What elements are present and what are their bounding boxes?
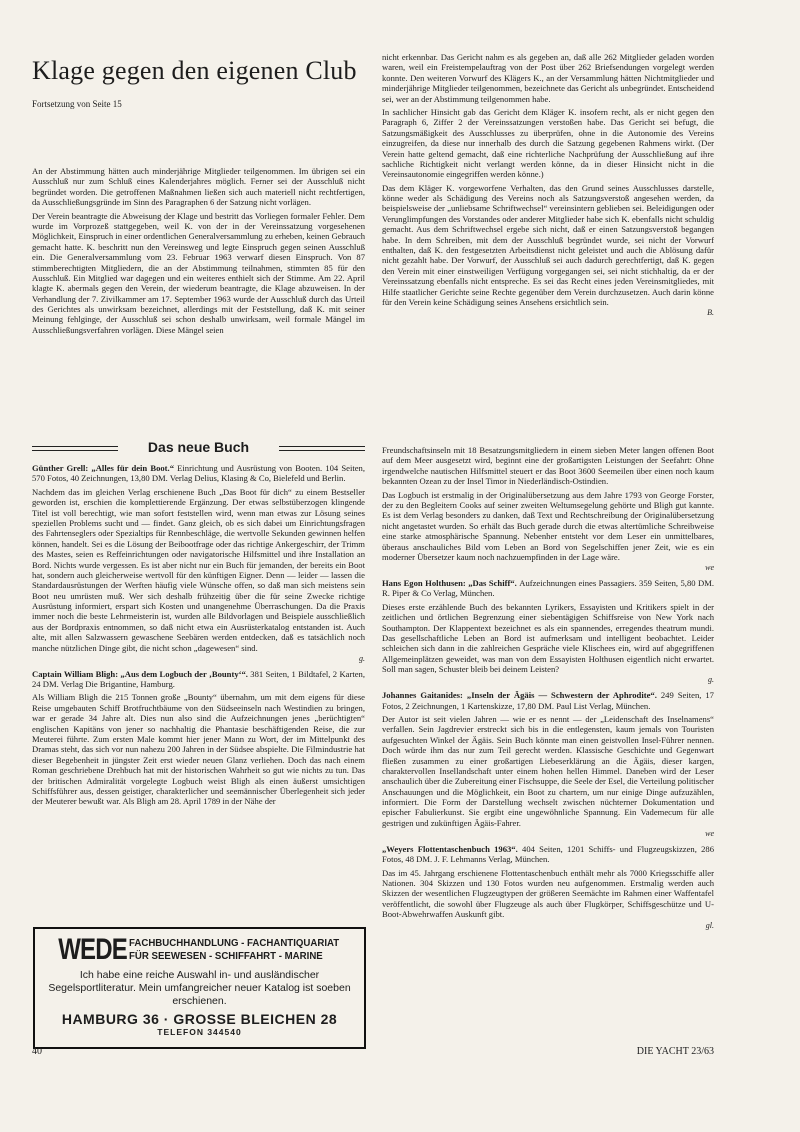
review-body: Als William Bligh die 215 Tonnen große „Bounty“ übernahm, um mit dem eigens für diese Reise umgebauten Schiff Brotfruchtbäume von den Südseeinseln nach Westindien zu bringen, war er gerade 34 Jahre alt. Dies nun also sind die Aufzeichnungen jenes „berüchtigten“ englischen Kapitäns von jener so nachhaltig die Phantasie beschäftigenden Reise, die zur Meuterei führte. Zum ersten Male kommt hier jener Mann zu Wort, der im Mittelpunkt des Dramas steht, das sich vor nun nahezu 200 Jahren in der Südsee abspielte. Die Filmindustrie hat dieser Begebenheit in jüngster Zeit erst wieder neuen Glanz verliehen. Doch das nach einem Roman geschriebene Drehbuch hat mit der historischen Wahrheit so gut wie nichts zu tun. Das der britischen Admiralität vorgelegte Logbuch weist Bligh als einen äußerst umsichtigen Schiffsführer aus, dessen geistiger, charakterlicher und seemännischer Überlegenheit sich jeder der Meuterer bewußt war. Als Bligh am 28. April 1789 in der Nähe der xyxy=(32,692,365,807)
article-paragraph: Das dem Kläger K. vorgeworfene Verhalten, das den Grund seines Ausschlusses darstelle, könne weder als Schädigung des Vereins noch als Satzungsverstoß angesehen werden, da beispielsweise der „unliebsame Schriftwechsel“ vereinsintern geblieben sei. Beleidigungen oder Verunglimpfungen des Vorstandes oder anderer Mitglieder habe sich K. ebenfalls nicht schuldig gemacht. Aus dem Schriftwechsel ergebe sich nicht, daß er einen Satzungsverstoß begangen habe. In dem Schreiben, mit dem der Ausschluß begründet wurde, sei nicht der Vorwurf enthalten, daß K. den festgesetzten Arbeitsdienst nicht geleistet und auch die Ablösung dafür nicht gezahlt habe. Der Vorwurf, der Ausschluß sei auch dadurch gerechtfertigt, daß K. gegen den Verein mit einer einstweiligen Verfügung vorgegangen sei, sei nicht stichhaltig, da er der Vereinssatzung ebenfalls nicht entspreche. Es sei das Recht eines jeden Vereinsmitgliedes, mit Hilfe staatlicher Gerichte seine Rechte gegenüber dem Verein durchzusetzen. Auch darin könne für den Verein keine Schädigung seines Ansehens ersichtlich sein. xyxy=(382,182,714,307)
review-body: Der Autor ist seit vielen Jahren — wie er es nennt — der „Leidenschaft des Inselnamens“ verfallen. Sein Jagdrevier erstreckt sich bis in die entlegensten, kaum jemals von Touristen aufgesuchten Winkel der Ägäis. Sein Buch könnte man einen geistvollen Insel-Führer nennen. Doch würde ihm das nur zum Teil gerecht werden. Klassische Geschichte und Gegenwart fließen zusammen zu einer großartigen Liebeserklärung an die Ägäis, dieser kargen, charaktervollen Insellandschaft unter einem hohen hellen Himmel. Daneben wird der Leser anschaulich über die Zubereitung einer Fischsuppe, die Seele der Esel, die Verteilung politischer Anschauungen und die Möglichkeit, ein Boot zu chartern, um nur einige Dinge aufzuzählen, informiert. Die Form der Darstellung wechselt zwischen nüchterner Dokumentation und epischer Fabulierkunst. Sie ergibt eine ungewöhnliche Spannung. Ein Vademecum für alle gestrigen und zukünftigen Ägäis-Fahrer. xyxy=(382,713,714,828)
review-author-title: Captain William Bligh: „Aus dem Logbuch der ‚Bounty‘“. xyxy=(32,668,248,679)
review xyxy=(382,844,714,930)
review-body: Das Logbuch ist erstmalig in der Originalübersetzung aus dem Jahre 1793 von George Forster, der zu den Begleitern Cooks auf seiner zweiten Weltumsegelung gehörte und Bligh gut kannte. Es ist dem Verlag besonders zu danken, daß Text und Rechtschreibung der Originalübersetzung nicht angetastet wurden. So erhält das Buch gerade durch die etwas altertümliche Schreibweise eine starke atmosphärische Spannung. Nebenher entsteht vor dem Leser ein unmittelbares, überaus anschauliches Bild vom Leben an Bord von Segelschiffen jener Zeit, wie es ein moderner Übersetzer kaum noch nachzuempfinden in der Lage wäre. xyxy=(382,489,714,562)
review-meta: 381 Seiten, 1 Bildtafel, 2 Karten, 24 DM. Verlag Die Brigantine, Hamburg. xyxy=(32,668,365,690)
section-rule-left xyxy=(32,450,118,451)
review xyxy=(382,690,714,839)
review-initials: g. xyxy=(359,654,365,664)
article-left-column xyxy=(32,166,365,338)
section-rule-right xyxy=(279,450,365,451)
ad-body: Ich habe eine reiche Auswahl in- und ausländischer Segelsportliteratur. Mein umfangreicher neuer Katalog ist soeben erschienen. xyxy=(48,969,351,1008)
section-rule-left xyxy=(32,446,118,447)
review-author-title: Günther Grell: „Alles für dein Boot.“ xyxy=(32,463,174,473)
review-initials: we xyxy=(705,563,714,573)
ad-logo: WEDE xyxy=(58,933,128,966)
reviews-right-column xyxy=(382,445,714,935)
review xyxy=(32,669,365,807)
ad-line-2: FÜR SEEWESEN - SCHIFFAHRT - MARINE xyxy=(129,950,324,962)
page-number: 40 xyxy=(32,1046,42,1057)
review-meta: Aufzeichnungen eines Passagiers. 359 Seiten, 5,80 DM. R. Piper & Co Verlag, München. xyxy=(382,577,715,599)
review-body: Nachdem das im gleichen Verlag erschienene Buch „Das Boot für dich“ zu einem Bestseller geworden ist, erschien die komplettierende Ergänzung. Der etwas selbstüberzogen klingende Titel ist voll berechtigt, wie man sofort feststellen wird, wenn man etwas zur Lösung seines speziellen Problems sucht und — findet. Ganz gleich, ob es sich dabei um Einrichtungsfragen des Fahrtenseglers oder Spezialtips für Rennbeschläge, die wertvolle Sekunden gewinnen helfen können, handelt. Sei es die Lösung der Beibootfrage oder das richtige Ankergeschirr, der Trimm des Mastes, seien es Reffeinrichtungen oder navigatorische Hilfsmittel und ihre Installation an Bord. Nichts wurde vergessen. Es ist aber nicht nur ein Buch für jemanden, der bereits ein Boot hat, sondern auch gleicherweise wertvoll für den künftigen Eigner. Denn — leider — lassen die Standardausrüstungen der Werften häufig viele Wünsche offen, so daß man sich meistens sein Boot neu umrüsten muß. Wer sich deshalb frühzeitig über die für seine Zwecke richtige Ausrüstung informiert, erspart sich Kosten und unangenehme Überraschungen. Da die Praxis immer noch die beste Lehrmeisterin ist, wurden alle Bildvorlagen und Beispiele ausschließlich aus der Bordpraxis entnommen, so daß nicht etwa ein Ausrüsterkatalog entstanden ist. Auch alte, mit allen Salzwassern gewaschene Seebären werden entdecken, daß es tatsächlich noch manche nützlichen Dinge gibt, die nicht schon „dagewesen“ sind. xyxy=(32,486,365,653)
review-meta: 404 Seiten, 1201 Schiffs- und Flugzeugskizzen, 286 Fotos, 48 DM. J. F. Lehmanns Verlag, München. xyxy=(382,843,714,865)
review-body: Freundschaftsinseln mit 18 Besatzungsmitgliedern in einem sieben Meter langen offenen Boot auf dem Meer ausgesetzt wird, beginnt eine der großartigsten Leistungen der Seefahrt: Ohne irgendwelche nautischen Hilfsmittel steuert er das Boot 3600 Seemeilen über einen noch kaum bekannten Ozean zu der Insel Timor in Niederländisch-Ostindien. xyxy=(382,445,714,487)
article-subtitle: Fortsetzung von Seite 15 xyxy=(32,99,122,109)
section-rule-right xyxy=(279,446,365,447)
review-initials: we xyxy=(705,829,714,839)
magazine-issue: DIE YACHT 23/63 xyxy=(636,1046,714,1057)
review-meta: Einrichtung und Ausrüstung von Booten. 104 Seiten, 570 Fotos, 40 Zeichnungen, 13,80 DM. Verlag Delius, Klasing & Co, Bielefeld und Berlin. xyxy=(32,463,365,484)
review-author-title: Hans Egon Holthusen: „Das Schiff“. xyxy=(382,577,517,588)
article-paragraph: nicht erkennbar. Das Gericht nahm es als gegeben an, daß alle 262 Mitglieder geladen worden waren, weil ein Freistempelauftrag von der Post über 262 Briefsendungen vorgelegt werden konnte. Den weiteren Vorwurf des Klägers K., an der Versammlung hätten Nichtmitglieder und minderjährige Mitglieder teilgenommen, bezeichnete das Gericht als unbegründet. Entscheidend sei, wer an der Abstimmung teilgenommen habe. xyxy=(382,52,714,104)
article-title: Klage gegen den eigenen Club xyxy=(32,56,357,85)
ad-address: HAMBURG 36 · GROSSE BLEICHEN 28 xyxy=(61,1011,338,1028)
article-paragraph: Der Verein beantragte die Abweisung der Klage und bestritt das Vorliegen formaler Fehler. Dem wurde im Vorprozeß stattgegeben, weil K. von der in der Vereinssatzung vorgesehenen Möglichkeit, Einspruch in einer ordentlichen Generalversammlung zu erheben, keinen Gebrauch gemacht hatte. K. beschritt nun den Vereinsweg und legte Einspruch gegen seinen Ausschluß ein. Die Generalversammlung vom 23. Februar 1963 verwarf diesen Einspruch. Von 87 stimmberechtigten Mitgliedern, die an der Abstimmung teilnahmen, stimmten 85 für den Ausschluß. Ein Mitglied war dagegen und ein weiteres enthielt sich der Stimme. Am 22. April klagte K. abermals gegen den Verein, der wiederum beantragte, die Klage abzuweisen. In der Verhandlung der 7. Zivilkammer am 17. September 1963 wurde der Ausschluß durch das Urteil des Gerichtes als unwirksam bezeichnet, allerdings mit der Feststellung, daß K. mit seiner Meinung fehlginge, der Ausschluß sei schon deshalb unwirksam, weil formale Mängel im Ausschließungsverfahren vorlägen. Diese Mängel seien xyxy=(32,210,365,335)
article-signature: B. xyxy=(707,308,714,318)
reviews-left-column xyxy=(32,463,365,810)
review-author-title: Johannes Gaitanides: „Inseln der Ägäis — Schwestern der Aphrodite“. xyxy=(382,690,657,701)
ad-line-1: FACHBUCHHANDLUNG - FACHANTIQUARIAT xyxy=(129,937,340,950)
article-right-column xyxy=(382,52,714,323)
review-meta: 249 Seiten, 17 Fotos, 2 Zeichnungen, 1 Kartenskizze, 17,80 DM. Paul List Verlag, München. xyxy=(382,690,714,711)
ad-phone: TELEFON 344540 xyxy=(157,1027,242,1038)
section-heading: Das neue Buch xyxy=(147,439,250,455)
review-body: Das im 45. Jahrgang erschienene Flottentaschenbuch enthält mehr als 7000 Kriegsschiffe aller Nationen. 304 Skizzen und 130 Fotos wurden neu aufgenommen. Erstmalig werden auch Skizzen der wesentlichen Flugzeugtypen der größeren Seemächte im Rahmen einer Waffentafel veröffentlicht, die sowohl über Flugzeuge als auch über Flugkörper, Schiffsgeschütze und U-Boot-Abwehrwaffen Auskunft gibt. xyxy=(382,867,714,920)
review-initials: gl. xyxy=(705,920,714,930)
article-paragraph: An der Abstimmung hätten auch minderjährige Mitglieder teilgenommen. Im übrigen sei ein Ausschluß nur zum Schluß eines Kalenderjahres möglich. Ferner sei der Ausschluß nicht begründet worden. Die getroffenen Maßnahmen ließen sich auch materiell nicht rechtfertigen, da Ausschließungsgründe im Sinn des Paragraphen 6 der Satzung nicht vorlägen. xyxy=(32,166,365,208)
review-body: Dieses erste erzählende Buch des bekannten Lyrikers, Essayisten und Kritikers spielt in der zeitlichen und örtlichen Begrenzung einer siebentägigen Schiffsreise von New York nach Southampton. Der Klappentext bezeichnet es als ein spannendes, erregendes theatrum mundi. Das gesellschaftliche Leben an Bord ist aufmerksam und intelligent beobachtet. Leider schleichen sich dann in die zahlreichen Gespräche viele Klischees ein, wird auf abgegriffenen Allgemeinplätzen geweidet, was man von dem Essayisten Holthusen eigentlich nicht erwartet. Soll man sagen, Schuster bleib bei deinem Leisten? xyxy=(382,601,714,675)
bookshop-advertisement xyxy=(33,927,366,1049)
article-paragraph: In sachlicher Hinsicht gab das Gericht dem Kläger K. insofern recht, als er nicht gegen den Paragraph 6, Ziffer 2 der Vereinssatzungen verstoßen habe. Das Gericht sei befugt, die Satzungsmäßigkeit des Ausschlusses zu überprüfen, ohne in die Autonomie des Vereins einzugreifen, da diese nur innerhalb des durch die Satzung gegebenen Rahmens wirkt. (Der Verein hatte geltend gemacht, daß eine richterliche Nachprüfung der Ausschließung auf ihre sachliche Richtigkeit nicht verlangt werden könne, da in dieser Hinsicht nicht in die Vereinsautonomie eingegriffen werden könne.) xyxy=(382,106,714,180)
review-author-title: „Weyers Flottentaschenbuch 1963“. xyxy=(382,843,518,854)
review xyxy=(32,463,365,664)
review xyxy=(382,578,714,685)
review-initials: g. xyxy=(708,675,714,685)
